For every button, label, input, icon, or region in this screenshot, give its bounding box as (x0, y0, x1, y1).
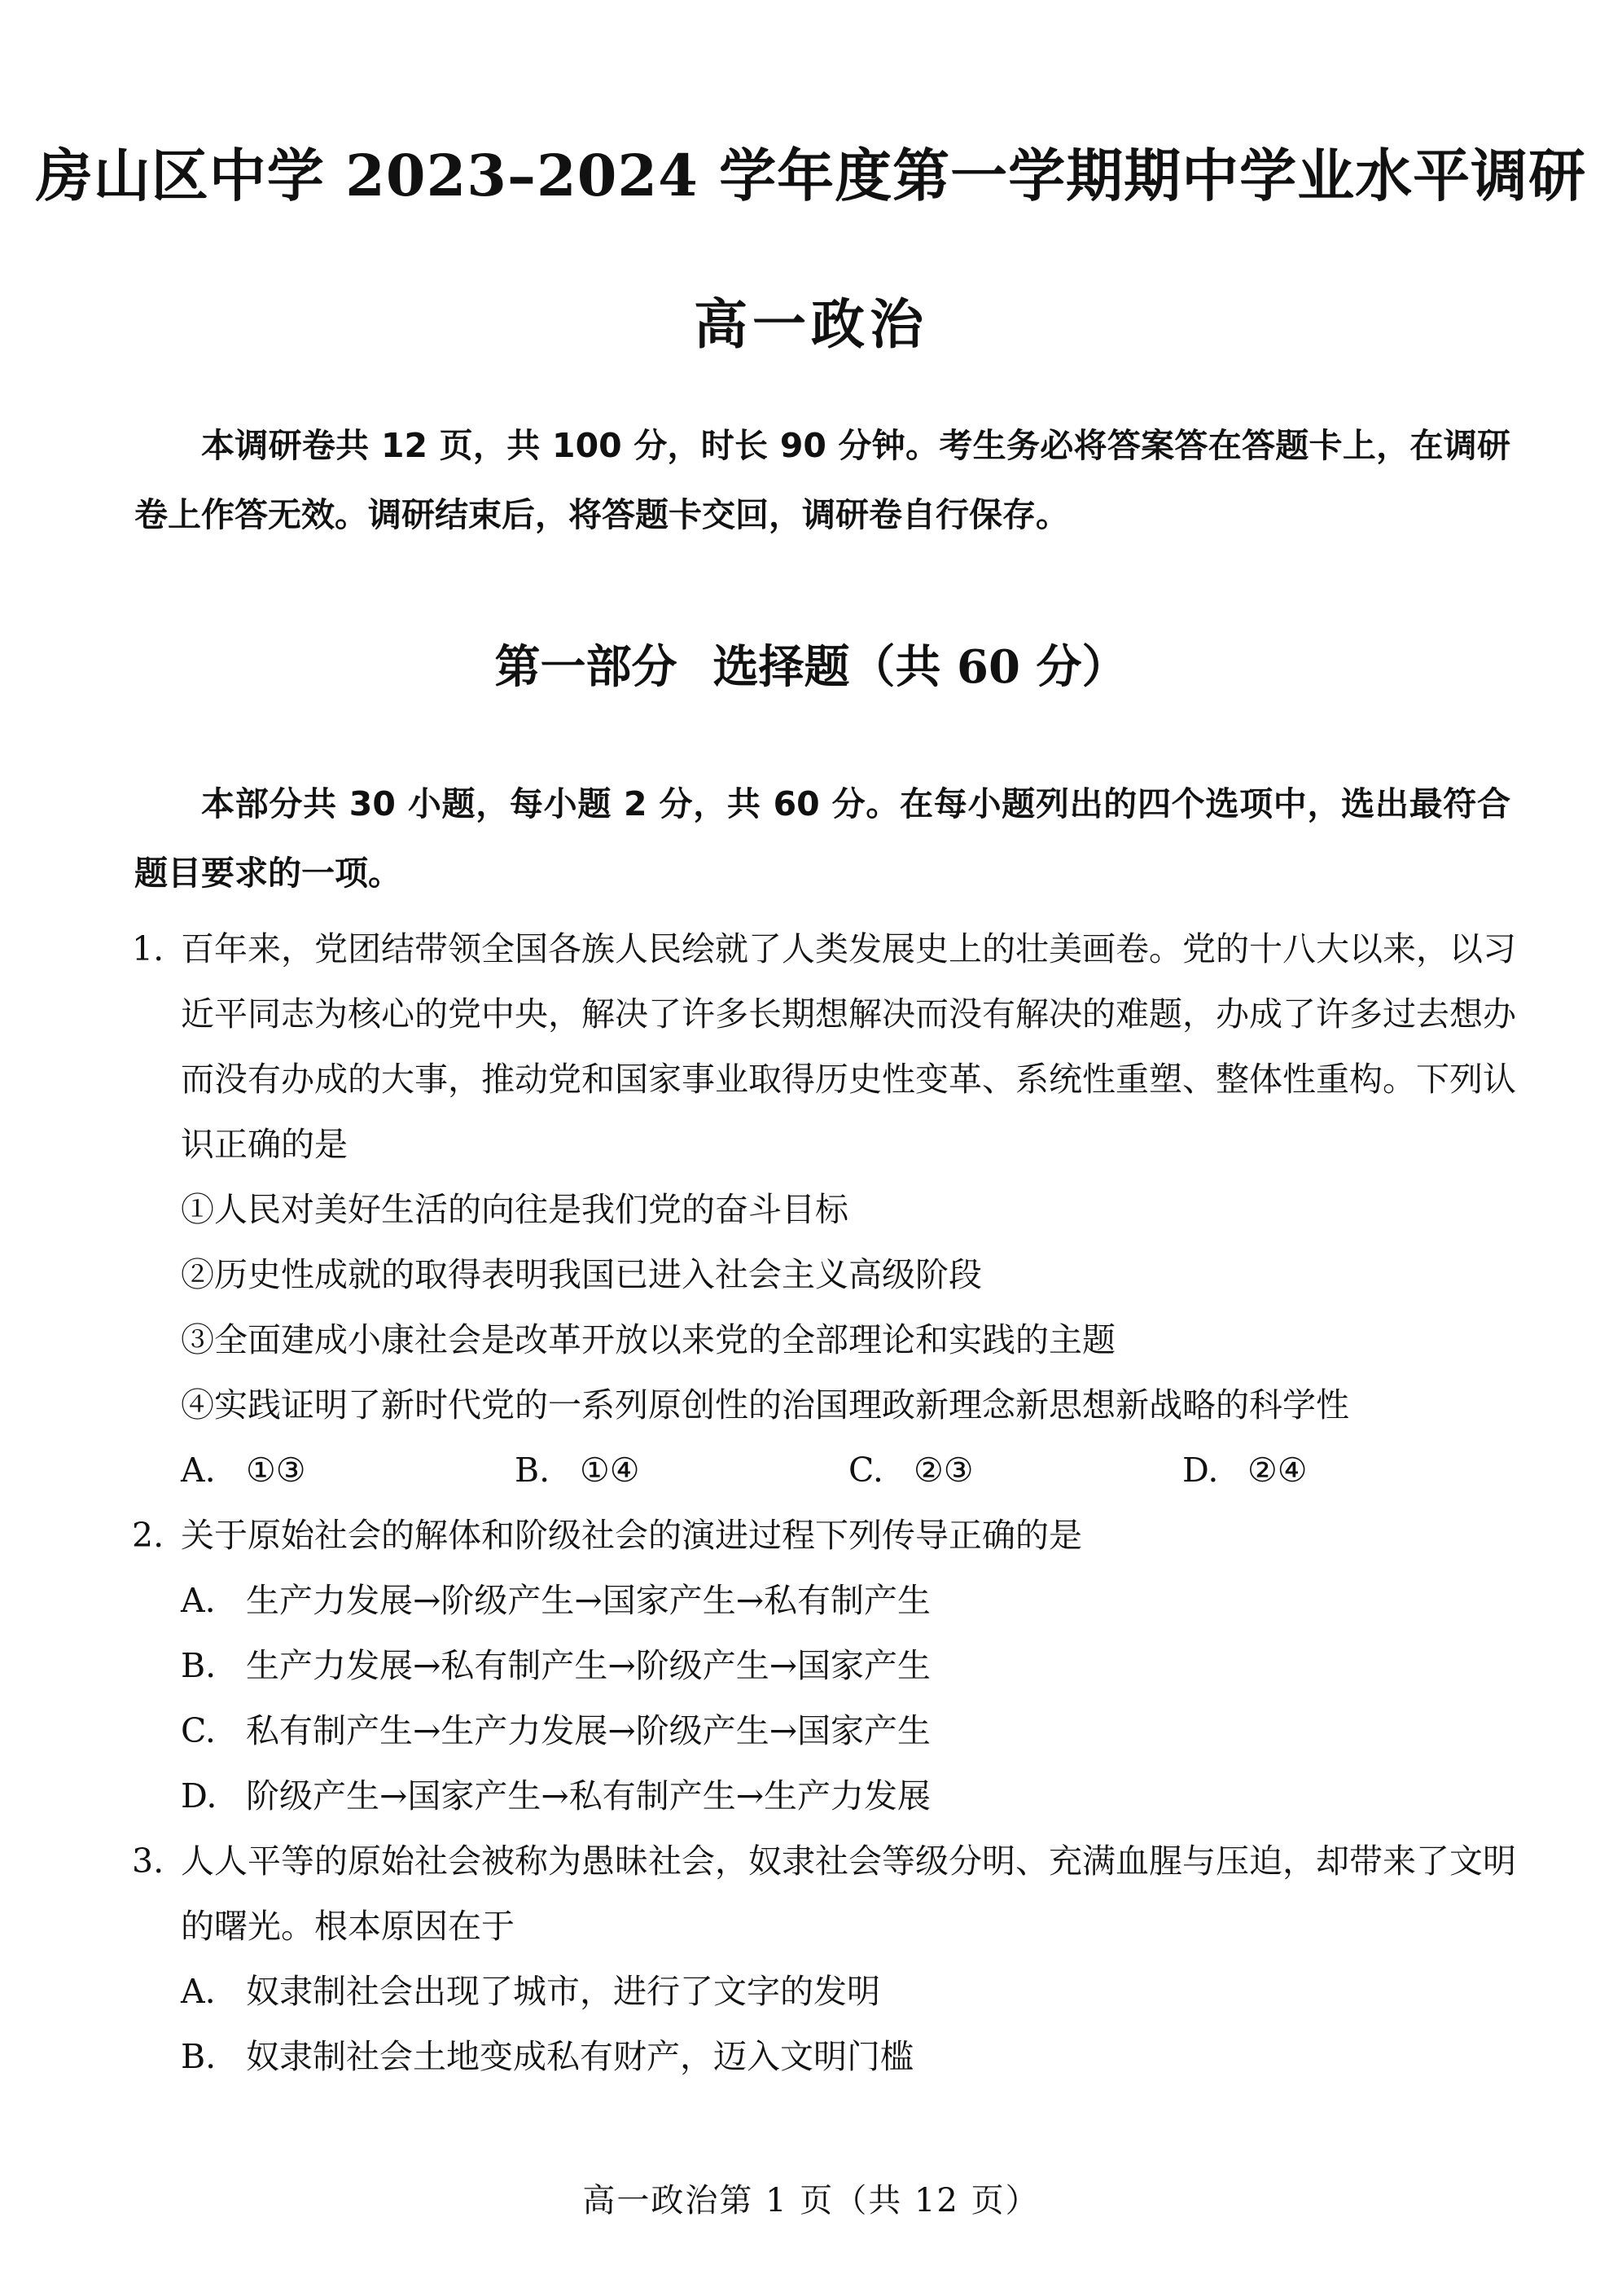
option-letter: B. (181, 2037, 217, 2076)
option-text: 奴隶制社会土地变成私有财产，迈入文明门槛 (246, 2037, 914, 2076)
page-footer: 高一政治第 1 页（共 12 页） (582, 2182, 1040, 2219)
option-text: ①④ (580, 1451, 640, 1490)
option-letter: D. (1182, 1451, 1219, 1490)
section-heading (0, 631, 1622, 696)
question-number: 3. (132, 1842, 164, 1881)
option-text: ②④ (1247, 1451, 1308, 1490)
options-row (132, 1438, 1516, 1503)
option-letter: D. (181, 1776, 217, 1815)
option-letter: C. (181, 1711, 216, 1750)
option-text: ②③ (914, 1451, 974, 1490)
exam-title: 房山区中学 2023–2024 学年度第一学期期中学业水平调研 (35, 142, 1587, 209)
option-text: 生产力发展→阶级产生→国家产生→私有制产生 (246, 1581, 932, 1620)
question-stem-row (132, 1503, 1516, 1568)
option-letter: B. (515, 1451, 550, 1490)
option-b[interactable] (132, 1633, 1516, 1698)
statement-3: ③全面建成小康社会是改革开放以来党的全部理论和实践的主题 (181, 1320, 1116, 1359)
option-text: 阶级产生→国家产生→私有制产生→生产力发展 (246, 1776, 932, 1815)
option-c[interactable] (132, 1698, 1516, 1763)
section-name: 选择题（共 60 分） (712, 640, 1128, 694)
option-letter: A. (181, 1451, 216, 1490)
option-a[interactable] (132, 1568, 1516, 1633)
section-instructions: 本部分共 30 小题，每小题 2 分，共 60 分。在每小题列出的四个选项中，选出最符合题目要求的一项。 (134, 784, 1510, 893)
exam-instructions: 本调研卷共 12 页，共 100 分，时长 90 分钟。考生务必将答案答在答题卡上，在调研卷上作答无效。调研结束后，将答题卡交回，调研卷自行保存。 (134, 426, 1510, 534)
section-part: 第一部分 (494, 640, 677, 694)
question-stem: 人人平等的原始社会被称为愚昧社会，奴隶社会等级分明、充满血腥与压迫，却带来了文明的曙光。根本原因在于 (181, 1842, 1516, 1946)
option-text: ①③ (246, 1451, 306, 1490)
option-letter: A. (181, 1972, 216, 2011)
question-stem-row (132, 916, 1516, 1177)
question-3 (132, 1828, 1516, 2089)
option-letter: A. (181, 1581, 216, 1620)
option-d[interactable] (132, 1763, 1516, 1828)
question-stem-row (132, 1828, 1516, 1959)
option-text: 生产力发展→私有制产生→阶级产生→国家产生 (246, 1646, 932, 1685)
option-b[interactable] (132, 2024, 1516, 2089)
option-a[interactable] (181, 1438, 515, 1503)
question-stem: 百年来，党团结带领全国各族人民绘就了人类发展史上的壮美画卷。党的十八大以来，以习近平同志为核心的党中央，解决了许多长期想解决而没有解决的难题，办成了许多过去想办而没有办成的大事，推动党和国家事业取得历史性变革、系统性重塑、整体性重构。下列认识正确的是 (181, 929, 1516, 1164)
question-1 (132, 916, 1516, 1503)
statement-1: ①人民对美好生活的向往是我们党的奋斗目标 (181, 1190, 848, 1229)
question-number: 1. (132, 929, 164, 968)
question-2 (132, 1503, 1516, 1828)
question-number: 2. (132, 1516, 164, 1555)
statement-4: ④实践证明了新时代党的一系列原创性的治国理政新理念新思想新战略的科学性 (181, 1385, 1349, 1425)
statement-2: ②历史性成就的取得表明我国已进入社会主义高级阶段 (181, 1255, 982, 1294)
option-text: 奴隶制社会出现了城市，进行了文字的发明 (246, 1972, 880, 2011)
question-stem: 关于原始社会的解体和阶级社会的演进过程下列传导正确的是 (181, 1516, 1082, 1555)
option-letter: C. (848, 1451, 883, 1490)
option-b[interactable] (515, 1438, 848, 1503)
option-letter: B. (181, 1646, 217, 1685)
option-c[interactable] (848, 1438, 1182, 1503)
option-d[interactable] (1182, 1438, 1516, 1503)
option-a[interactable] (132, 1959, 1516, 2024)
option-text: 私有制产生→生产力发展→阶级产生→国家产生 (246, 1711, 932, 1750)
exam-subject: 高一政治 (694, 292, 928, 356)
